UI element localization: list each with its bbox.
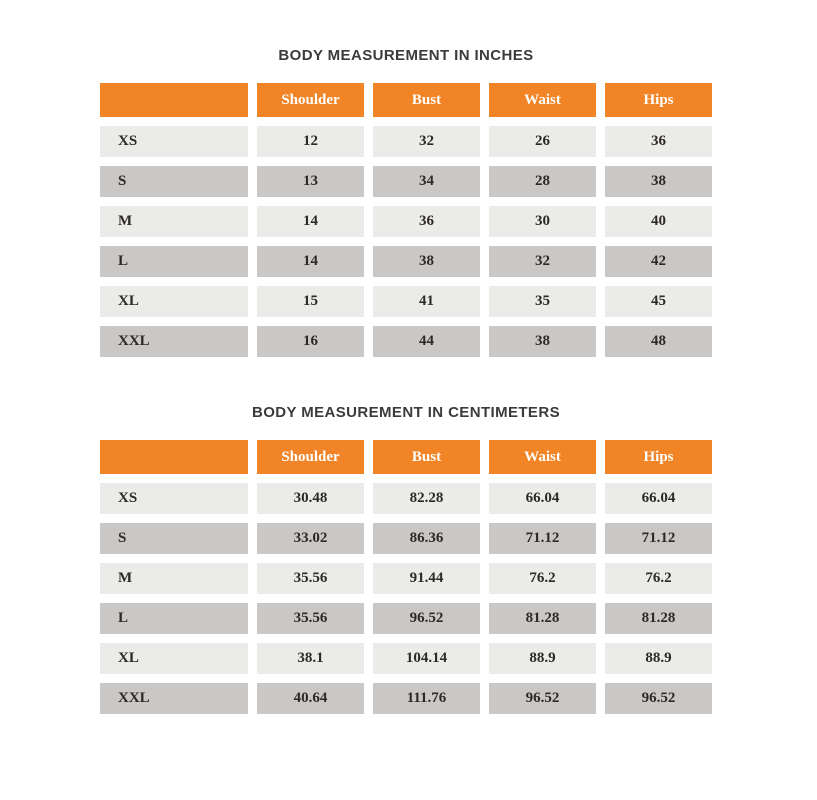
size-column-header [100, 83, 248, 117]
measurement-value: 30.48 [257, 483, 364, 514]
table-row-l [100, 603, 712, 634]
column-header-bust: Bust [373, 83, 480, 117]
measurement-value: 34 [373, 166, 480, 197]
measurement-value: 14 [257, 246, 364, 277]
table-row-xl [100, 286, 712, 317]
measurement-value: 91.44 [373, 563, 480, 594]
measurement-value: 96.52 [373, 603, 480, 634]
inches-table-section [100, 46, 712, 366]
measurement-value: 96.52 [489, 683, 596, 714]
size-table [91, 74, 721, 366]
measurement-value: 44 [373, 326, 480, 357]
table-row-s [100, 523, 712, 554]
size-label: S [100, 523, 248, 554]
size-table-body [100, 483, 712, 714]
size-label: XS [100, 483, 248, 514]
column-header-hips: Hips [605, 83, 712, 117]
measurement-value: 33.02 [257, 523, 364, 554]
measurement-value: 26 [489, 126, 596, 157]
column-header-waist: Waist [489, 440, 596, 474]
measurement-value: 15 [257, 286, 364, 317]
table-row-xl [100, 643, 712, 674]
measurement-value: 30 [489, 206, 596, 237]
measurement-value: 36 [373, 206, 480, 237]
measurement-value: 76.2 [489, 563, 596, 594]
size-label: S [100, 166, 248, 197]
header-row [100, 83, 712, 117]
table-row-s [100, 166, 712, 197]
size-table-header [100, 440, 712, 474]
measurement-value: 38 [373, 246, 480, 277]
centimeters-table-section [100, 403, 712, 723]
measurement-value: 35 [489, 286, 596, 317]
measurement-value: 14 [257, 206, 364, 237]
table-row-xxl [100, 326, 712, 357]
measurement-value: 42 [605, 246, 712, 277]
table-row-l [100, 246, 712, 277]
measurement-value: 66.04 [489, 483, 596, 514]
measurement-value: 88.9 [605, 643, 712, 674]
column-header-bust: Bust [373, 440, 480, 474]
table-row-xxl [100, 683, 712, 714]
measurement-value: 45 [605, 286, 712, 317]
column-header-hips: Hips [605, 440, 712, 474]
size-label: M [100, 563, 248, 594]
table-row-m [100, 563, 712, 594]
measurement-value: 71.12 [605, 523, 712, 554]
table-title: BODY MEASUREMENT IN CENTIMETERS [252, 404, 560, 421]
measurement-value: 41 [373, 286, 480, 317]
size-table-body [100, 126, 712, 357]
size-label: XXL [100, 326, 248, 357]
column-header-shoulder: Shoulder [257, 440, 364, 474]
measurement-value: 88.9 [489, 643, 596, 674]
size-column-header [100, 440, 248, 474]
column-header-waist: Waist [489, 83, 596, 117]
measurement-value: 96.52 [605, 683, 712, 714]
size-label: M [100, 206, 248, 237]
measurement-value: 28 [489, 166, 596, 197]
table-title: BODY MEASUREMENT IN INCHES [278, 47, 534, 64]
size-label: XL [100, 643, 248, 674]
measurement-value: 81.28 [489, 603, 596, 634]
size-label: XXL [100, 683, 248, 714]
table-row-m [100, 206, 712, 237]
measurement-value: 12 [257, 126, 364, 157]
measurement-value: 82.28 [373, 483, 480, 514]
measurement-value: 71.12 [489, 523, 596, 554]
measurement-value: 35.56 [257, 563, 364, 594]
measurement-value: 38 [605, 166, 712, 197]
size-guide-content [100, 46, 712, 723]
measurement-value: 35.56 [257, 603, 364, 634]
measurement-value: 81.28 [605, 603, 712, 634]
measurement-value: 16 [257, 326, 364, 357]
table-row-xs [100, 483, 712, 514]
measurement-value: 48 [605, 326, 712, 357]
measurement-value: 40 [605, 206, 712, 237]
measurement-value: 104.14 [373, 643, 480, 674]
measurement-value: 76.2 [605, 563, 712, 594]
measurement-value: 66.04 [605, 483, 712, 514]
measurement-value: 38 [489, 326, 596, 357]
size-label: XL [100, 286, 248, 317]
measurement-value: 36 [605, 126, 712, 157]
size-label: XS [100, 126, 248, 157]
size-table-header [100, 83, 712, 117]
header-row [100, 440, 712, 474]
size-table [91, 431, 721, 723]
size-label: L [100, 246, 248, 277]
measurement-value: 13 [257, 166, 364, 197]
measurement-value: 38.1 [257, 643, 364, 674]
measurement-value: 111.76 [373, 683, 480, 714]
size-label: L [100, 603, 248, 634]
measurement-value: 32 [373, 126, 480, 157]
table-row-xs [100, 126, 712, 157]
measurement-value: 86.36 [373, 523, 480, 554]
measurement-value: 32 [489, 246, 596, 277]
measurement-value: 40.64 [257, 683, 364, 714]
column-header-shoulder: Shoulder [257, 83, 364, 117]
